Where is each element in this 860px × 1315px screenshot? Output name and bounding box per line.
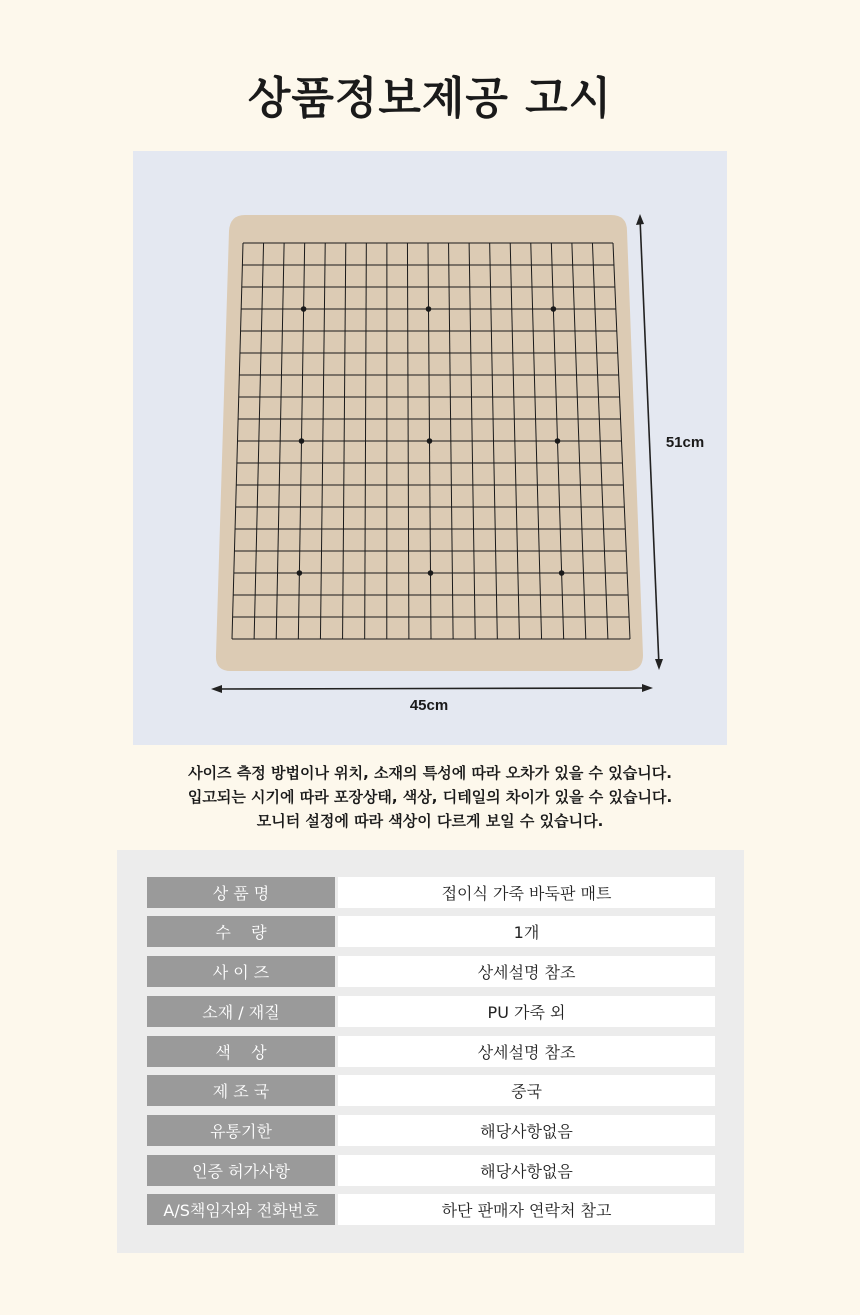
row-label: A/S책임자와 전화번호 [147, 1194, 335, 1225]
row-value: 상세설명 참조 [338, 1036, 715, 1067]
row-label: 인증 허가사항 [147, 1155, 335, 1186]
row-label: 색 상 [147, 1036, 335, 1067]
table-row [147, 1115, 715, 1146]
row-value: 중국 [338, 1075, 715, 1106]
table-row [147, 1075, 715, 1106]
table-row [147, 916, 715, 947]
width-dimension-arrow [211, 684, 653, 693]
table-row [147, 877, 715, 908]
note-line: 입고되는 시기에 따라 포장상태, 색상, 디테일의 차이가 있을 수 있습니다. [187, 788, 673, 806]
table-row [147, 996, 715, 1027]
star-point [301, 306, 307, 312]
star-point [428, 570, 434, 576]
star-point [555, 438, 561, 444]
width-label: 45cm [409, 697, 449, 714]
table-row [147, 1036, 715, 1067]
row-value: 하단 판매자 연락처 참고 [338, 1194, 715, 1225]
star-point [559, 570, 565, 576]
height-label: 51cm [665, 434, 705, 451]
row-label: 제 조 국 [147, 1075, 335, 1106]
star-point [299, 438, 305, 444]
product-image [133, 151, 727, 745]
product-info-table [117, 850, 744, 1253]
note-line: 모니터 설정에 따라 색상이 다르게 보일 수 있습니다. [256, 812, 604, 830]
row-value: 접이식 가죽 바둑판 매트 [338, 877, 715, 908]
row-label: 상 품 명 [147, 877, 335, 908]
row-value: 해당사항없음 [338, 1115, 715, 1146]
row-value: 1개 [338, 916, 715, 947]
row-label: 유통기한 [147, 1115, 335, 1146]
disclaimer-notes [0, 761, 860, 833]
star-point [426, 306, 432, 312]
row-value: 상세설명 참조 [338, 956, 715, 987]
row-label: 사 이 즈 [147, 956, 335, 987]
star-point [297, 570, 303, 576]
page-title: 상품정보제공 고시 [247, 73, 613, 124]
baduk-mat-illustration [133, 151, 727, 745]
note-line: 사이즈 측정 방법이나 위치, 소재의 특성에 따라 오차가 있을 수 있습니다. [188, 764, 672, 782]
star-point [427, 438, 433, 444]
row-value: PU 가죽 외 [338, 996, 715, 1027]
table-row [147, 956, 715, 987]
star-point [551, 306, 557, 312]
table-row [147, 1194, 715, 1225]
table-row [147, 1155, 715, 1186]
row-label: 소재 / 재질 [147, 996, 335, 1027]
row-value: 해당사항없음 [338, 1155, 715, 1186]
row-label: 수 량 [147, 916, 335, 947]
